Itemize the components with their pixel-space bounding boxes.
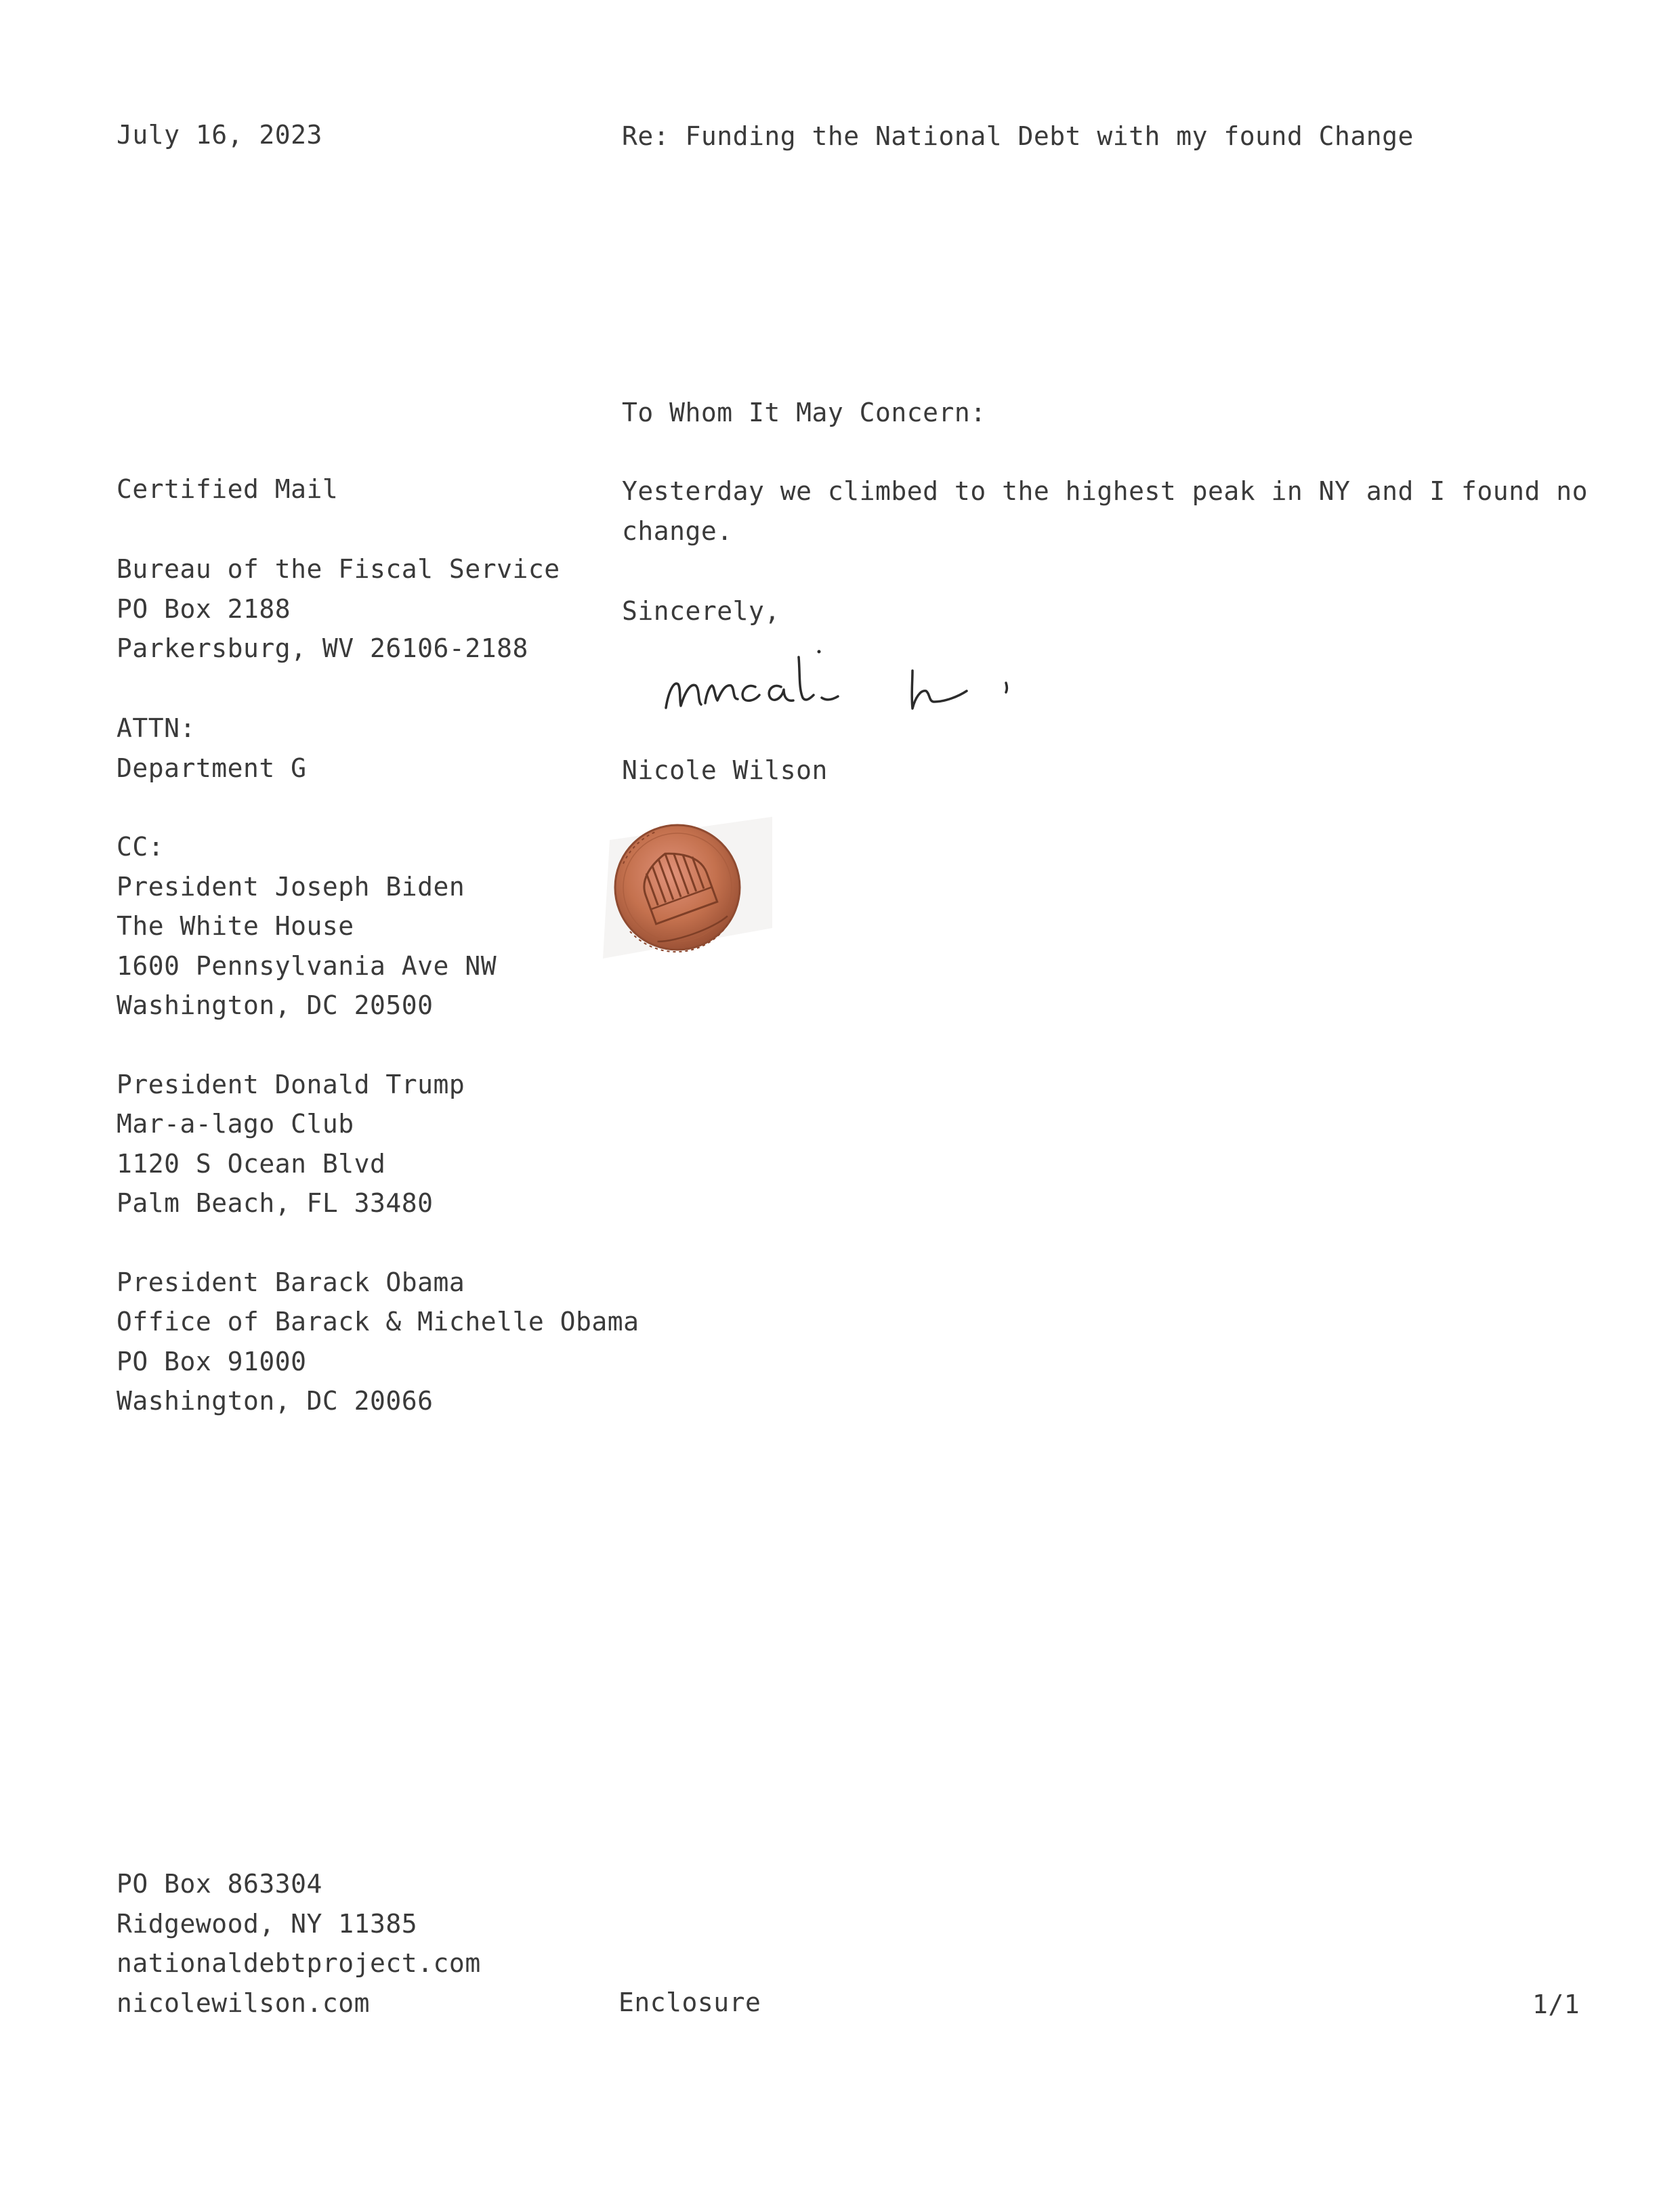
attn-value: Department G [117,753,307,783]
letter-body [622,471,1588,551]
cc3-line: Office of Barack & Michelle Obama [117,1307,639,1337]
body-line-2: change. [622,516,733,546]
address-line: Parkersburg, WV 26106-2188 [117,633,528,663]
letter-date: July 16, 2023 [117,120,322,150]
cc-block [117,827,639,1421]
cc1-line: 1600 Pennsylvania Ave NW [117,950,497,981]
address-line: PO Box 2188 [117,593,291,624]
attn-label: ATTN: [117,713,196,743]
sender-website: nationaldebtproject.com [117,1948,481,1978]
page-number: 1/1 [1532,1990,1580,2019]
cc1-line: President Joseph Biden [117,871,465,902]
cc2-line: 1120 S Ocean Blvd [117,1148,386,1179]
signer-name: Nicole Wilson [622,755,828,785]
letter-subject: Re: Funding the National Debt with my found Change [622,121,1414,151]
signature [660,644,1040,718]
closing: Sincerely, [622,596,780,626]
cc3-line: President Barack Obama [117,1267,465,1297]
cc2-line: Mar-a-lago Club [117,1109,354,1139]
address-line: Bureau of the Fiscal Service [117,554,560,584]
sender-line: PO Box 863304 [117,1869,322,1899]
sender-line: Ridgewood, NY 11385 [117,1908,418,1939]
sender-address [117,1864,481,2023]
cc2-line: President Donald Trump [117,1069,465,1099]
cc1-line: Washington, DC 20500 [117,990,434,1020]
cc3-line: Washington, DC 20066 [117,1386,434,1416]
cc3-line: PO Box 91000 [117,1346,307,1376]
sender-website: nicolewilson.com [117,1987,371,2018]
body-line-1: Yesterday we climbed to the highest peak in NY and I found no [622,476,1589,506]
salutation: To Whom It May Concern: [622,398,986,427]
cc1-line: The White House [117,911,354,941]
cc2-line: Palm Beach, FL 33480 [117,1188,434,1218]
primary-recipient-address [117,549,560,669]
attention-block [117,709,307,788]
mail-type: Certified Mail [117,474,339,504]
cc-label: CC: [117,832,165,862]
enclosure-label: Enclosure [618,1987,761,2017]
